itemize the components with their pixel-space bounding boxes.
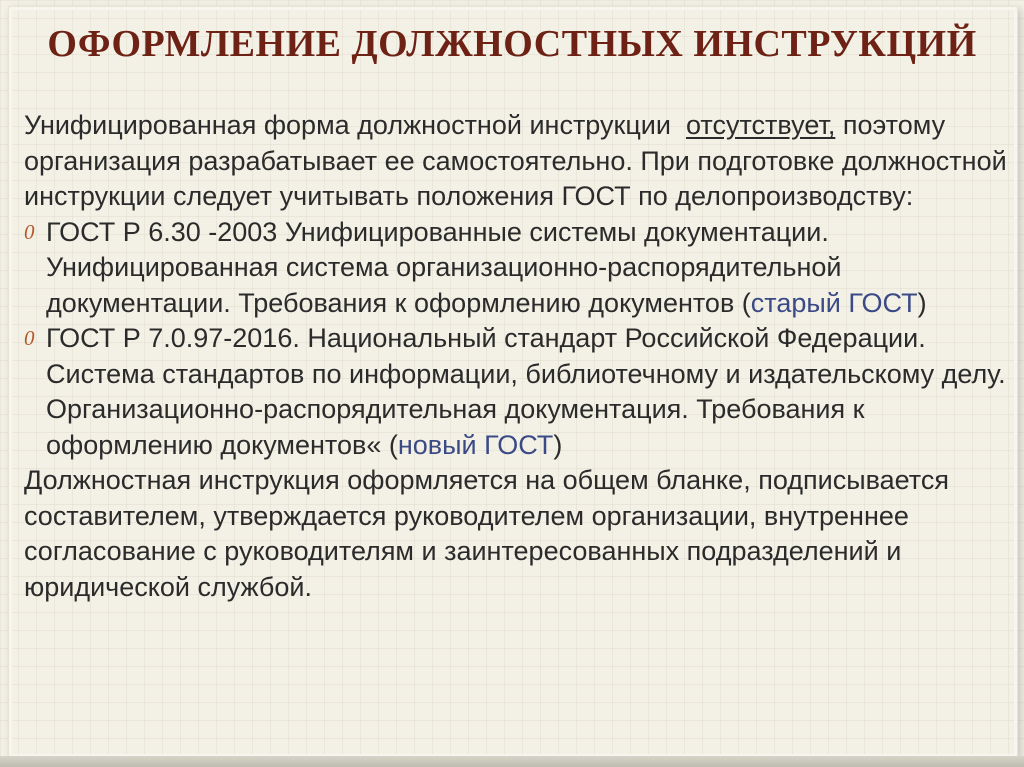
bullet-item-new-gost <box>24 321 1014 463</box>
bullet-close: ) <box>553 429 563 460</box>
bullet-text: ГОСТ Р 6.30 -2003 Унифицированные системы документации. Унифицированная система организационно-распорядительной документации. Требования к оформлению документов ( <box>46 216 842 318</box>
intro-paragraph <box>24 108 1014 215</box>
intro-text-before: Унифицированная форма должностной инструкции <box>24 110 671 140</box>
intro-underlined-word: отсутствует, <box>685 110 836 140</box>
conclusion-paragraph: Должностная инструкция оформляется на общем бланке, подписывается составителем, утверждается руководителем организации, внутреннее согласование с руководителям и заинтересованных подразделений и юридической службой. <box>24 465 949 602</box>
bullet-item-old-gost <box>24 215 1014 322</box>
bullet-marker: 0 <box>24 219 35 244</box>
slide-content <box>24 108 1014 605</box>
new-gost-link[interactable]: новый ГОСТ <box>397 429 554 460</box>
slide-title: ОФОРМЛЕНИЕ ДОЛЖНОСТНЫХ ИНСТРУКЦИЙ <box>47 23 977 65</box>
bullet-marker: 0 <box>24 326 35 350</box>
old-gost-link[interactable]: старый ГОСТ <box>750 287 918 318</box>
bullet-close: ) <box>917 287 927 318</box>
slide-bottom-edge <box>0 756 1024 767</box>
bullet-text: ГОСТ Р 7.0.97-2016. Национальный стандарт Российской Федерации. Система стандартов по информации, библиотечному и издательскому делу. Организационно-распорядительная документация. Требования к оформлению документов« ( <box>46 323 1006 460</box>
intro-text-after: поэтому организация разрабатывает ее самостоятельно. При подготовке должностной инструкции следует учитывать положения ГОСТ по делопроизводству: <box>24 110 1007 211</box>
